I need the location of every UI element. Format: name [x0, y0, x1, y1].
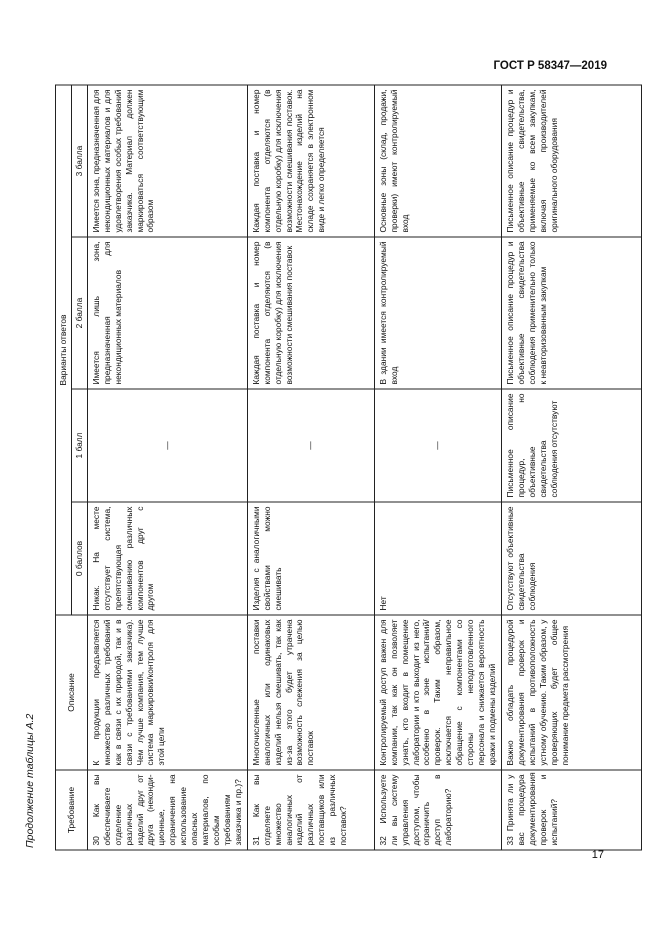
document-id: ГОСТ Р 58347—2019 [493, 60, 607, 72]
header-variants: Варианты ответов [56, 85, 72, 615]
cell-requirement: 32 Используете ли вы систему управления доступом, чтобы ограничить доступ в лабораторию? [374, 770, 501, 850]
cell-score-1: — [247, 389, 374, 502]
cell-score-0: Никак. На месте отсутствует система, препятствующая смешиванию различных компонентов друг с другом [87, 502, 247, 615]
cell-score-2: Письменное описание процедур и объективные свидетельства соблюдения применительно только к неавторизованным закупкам [501, 237, 641, 389]
cell-score-2: В здании имеется контролируемый вход [374, 237, 501, 389]
cell-description: Многочисленные поставки аналогичных или одинаковых изделий нельзя смешивать, так как из-за этого будет утрачена возможность слежения за целью поставок [247, 615, 374, 770]
cell-score-3: Каждая поставка и номер компонента отделяются (в отдельную коробку) для исключения возможности смешивания поставок. Местонахождение изделий на складе сохраняется в электронном виде и легко определяется [247, 85, 374, 237]
cell-requirement: 30 Как вы обеспечиваете отделение различных изделий друг от друга (некондиционные, ограничения на использование опасных материалов, по особым требованиям заказчика и пр.)? [87, 770, 247, 850]
cell-description: Важно обладать процедурой документирования проверок и испытаний в противоположность устному обучению. Таким образом, у проверяющих будет общее понимание предмета рассмотрения [501, 615, 641, 770]
cell-description: К продукции предъявляется множество различных требований как в связи с их природой, так и в связи с требованиями заказчика). Чем лучше компания, тем лучше система маркировки/контроля для этой цели [87, 615, 247, 770]
table-row [87, 85, 247, 850]
header-description: Описание [56, 615, 88, 770]
header-row-top [56, 85, 72, 850]
table-row [247, 85, 374, 850]
cell-score-2: Имеется лишь зона, предназначенная для некондиционных материалов [87, 237, 247, 389]
cell-description: Контролируемый доступ важен для компании, так как он позволяет узнать, кто входит в помещение лаборатории и кто выходит из него, особенно в зоне испытаний/проверок. Таким образом, исключается неправильное обращение с компонентами со стороны неподготовленного персонала и снижается вероятность кражи и подмены изделий [374, 615, 501, 770]
cell-score-0: Нет [374, 502, 501, 615]
header-requirement: Требование [56, 770, 88, 850]
cell-score-1: Письменное описание процедур, но объективные свидетельства соблюдения отсутствуют [501, 389, 641, 502]
header-score-1: 1 балл [71, 389, 87, 502]
cell-requirement: 33 Принята ли у вас процедура документирования проверок и испытаний? [501, 770, 641, 850]
cell-score-0: Отсутствуют объективные свидетельства соблюдения [501, 502, 641, 615]
cell-score-0: Изделия с аналогичными свойствами можно смешивать [247, 502, 374, 615]
header-score-3: 3 балла [71, 85, 87, 237]
cell-score-3: Письменное описание процедур и объективные свидетельства, применяемые ко всем закупкам, включая производителей оригинального оборудования [501, 85, 641, 237]
table-row [374, 85, 501, 850]
cell-score-1: — [87, 389, 247, 502]
cell-score-3: Имеется зона, предназначенная для некондиционных материалов и для удовлетворения особых требований заказчика. Материал должен маркироваться соответствующим образом [87, 85, 247, 237]
requirements-table [55, 84, 642, 850]
header-score-2: 2 балла [71, 237, 87, 389]
table-caption: Продолжение таблицы А.2 [24, 713, 36, 848]
cell-requirement: 31 Как вы отделяете множество аналогичных изделий от различных поставщиков или из различных поставок? [247, 770, 374, 850]
caption-area [15, 85, 45, 850]
header-score-0: 0 баллов [71, 502, 87, 615]
table-area [55, 85, 617, 850]
cell-score-3: Основные зоны (склад, продажи, проверки) имеют контролируемый вход [374, 85, 501, 237]
cell-score-1: — [374, 389, 501, 502]
rotated-table-container [55, 85, 617, 850]
page-number: 17 [591, 849, 604, 861]
cell-score-2: Каждая поставка и номер компонента отделяются (в отдельную коробку) для исключения возможности смешивания поставок [247, 237, 374, 389]
table-row [501, 85, 641, 850]
